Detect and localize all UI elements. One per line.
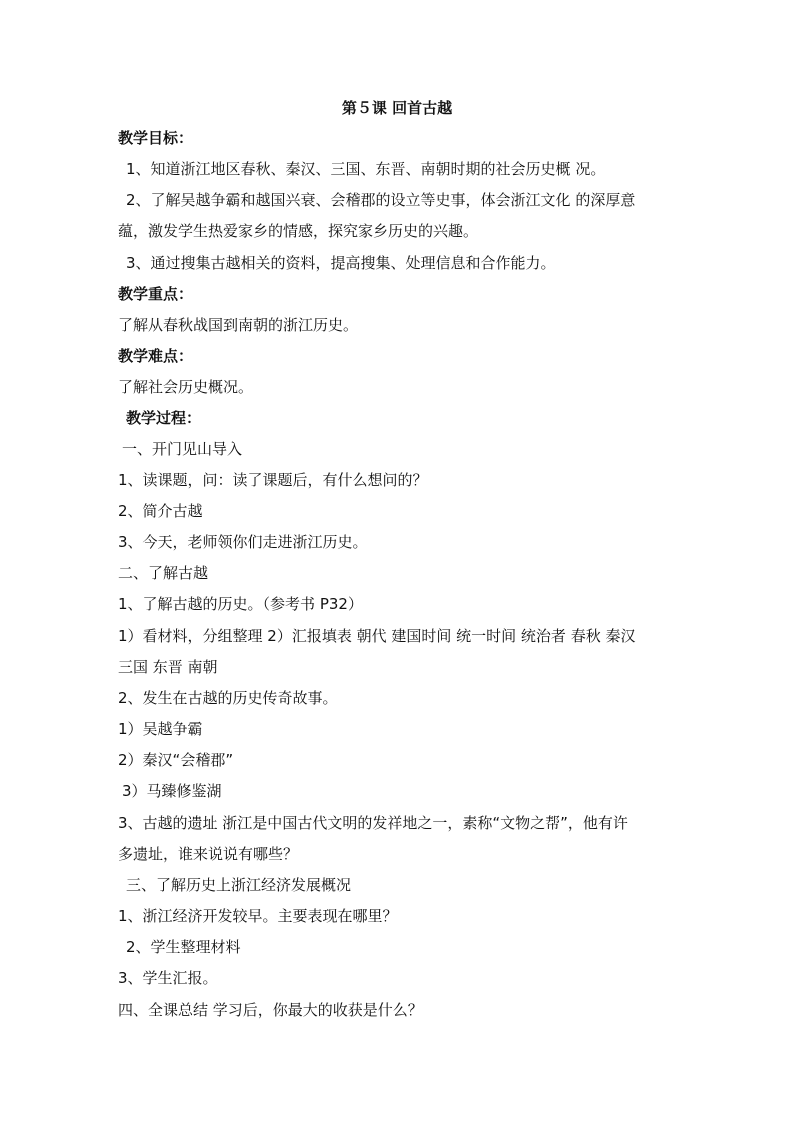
objective-3: 3、通过搜集古越相关的资料，提高搜集、处理信息和合作能力。 xyxy=(126,254,556,272)
part-2-item-2-sub-2: 2）秦汉“会稽郡” xyxy=(118,751,234,769)
part-3-item-1: 1、浙江经济开发较早。主要表现在哪里？ xyxy=(118,907,398,925)
part-1-item-1: 1、读课题，问：读了课题后，有什么想问的？ xyxy=(118,471,428,489)
keypoints-text: 了解从春秋战国到南朝的浙江历史。 xyxy=(118,316,359,334)
page-title: 第５课 回首古越 xyxy=(341,99,453,117)
part-2-item-2: 2、发生在古越的历史传奇故事。 xyxy=(118,689,338,707)
part-2-item-3-line-2: 多遗址，谁来说说有哪些？ xyxy=(118,845,299,863)
objective-2-line-1: 2、了解吴越争霸和越国兴衰、会稽郡的设立等史事，体会浙江文化 的深厚意 xyxy=(126,191,636,209)
part-1-item-3: 3、今天，老师领你们走进浙江历史。 xyxy=(118,533,368,551)
part-3-heading: 三、了解历史上浙江经济发展概况 xyxy=(126,876,352,894)
part-1-item-2: 2、简介古越 xyxy=(118,502,203,520)
difficulty-heading: 教学难点： xyxy=(118,347,194,365)
part-3-item-3: 3、学生汇报。 xyxy=(118,969,218,987)
part-3-item-2: 2、学生整理材料 xyxy=(126,938,241,956)
objective-2-line-2: 蕴，激发学生热爱家乡的情感，探究家乡历史的兴趣。 xyxy=(118,222,479,240)
part-4-heading: 四、全课总结 学习后，你最大的收获是什么？ xyxy=(118,1001,423,1019)
part-2-item-2-sub-3: 3）马臻修鉴湖 xyxy=(122,782,222,800)
objective-1: 1、知道浙江地区春秋、秦汉、三国、东晋、南朝时期的社会历史概 况。 xyxy=(126,160,606,178)
difficulty-text: 了解社会历史概况。 xyxy=(118,378,254,396)
part-1-heading: 一、开门见山导入 xyxy=(122,440,243,458)
part-2-item-1: 1、了解古越的历史。（参考书 P32） xyxy=(118,595,363,613)
part-2-item-1-sub-line-2: 三国 东晋 南朝 xyxy=(118,658,218,676)
process-heading: 教学过程： xyxy=(126,409,202,427)
part-2-item-2-sub-1: 1）吴越争霸 xyxy=(118,720,203,738)
part-2-heading: 二、了解古越 xyxy=(118,564,209,582)
objectives-heading: 教学目标： xyxy=(118,129,194,147)
part-2-item-1-sub-line-1: 1）看材料，分组整理 2）汇报填表 朝代 建国时间 统一时间 统治者 春秋 秦汉 xyxy=(118,627,636,645)
part-2-item-3-line-1: 3、古越的遗址 浙江是中国古代文明的发祥地之一，素称“文物之帮”，他有许 xyxy=(118,814,628,832)
keypoints-heading: 教学重点： xyxy=(118,285,194,303)
